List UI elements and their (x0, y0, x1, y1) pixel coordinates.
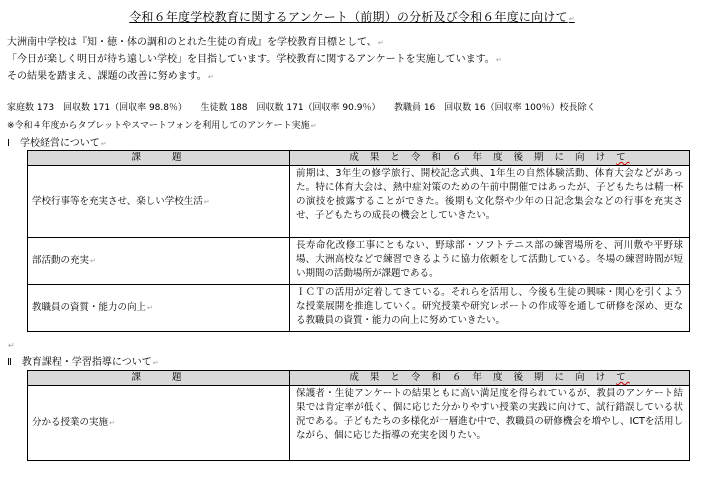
task-cell: 分かる授業の実施↵ (28, 386, 290, 461)
empty-paragraph-mark: ↵ (8, 341, 15, 350)
intro-line-1: 大洲南中学校は『知・徳・体の調和のとれた生徒の育成』を学校教育目標として、↵ (7, 37, 384, 48)
table-row (28, 386, 690, 461)
section1-col-task: 課 題 (28, 151, 290, 166)
section1-header-row (28, 151, 690, 166)
section2-heading: Ⅱ 教育課程・学習指導について↵ (7, 357, 159, 368)
document-title: 令和６年度学校教育に関するアンケート（前期）の分析及び令和６年度に向けて↵ (129, 10, 575, 24)
section1-heading: Ⅰ 学校経営について↵ (7, 138, 107, 149)
section1-col-result: 成 果 と 令 和 ６ 年 度 後 期 に 向 け て (290, 151, 690, 166)
table-row (28, 238, 690, 285)
task-cell: 教職員の資質・能力の向上↵ (28, 285, 290, 332)
result-cell: 長寿命化改修工事にともない、野球部・ソフトテニス部の練習場所を、河川敷や平野球場、大洲高校などで練習できるように協力依頼をして活動している。冬場の練習時間が短い期間の活動場所が課題である。 (290, 238, 690, 285)
section2-header-row (28, 371, 690, 386)
task-cell: 部活動の充実↵ (28, 238, 290, 285)
section1-table (27, 150, 690, 332)
task-cell: 学校行事等を充実させ、楽しい学校生活↵ (28, 166, 290, 238)
result-cell: 保護者・生徒アンケートの結果ともに高い満足度を得られているが、教員のアンケート結果では肯定率が低く、個に応じた分かりやすい授業の実践に向けて、試行錯誤している状況である。子どもたちの多様化が一層進む中で、教職員の研修機会を増やし、ICTを活用しながら、個に応じた指導の充実を図りたい。 (290, 386, 690, 461)
section2-col-result: 成 果 と 令 和 ６ 年 度 後 期 に 向 け て (290, 371, 690, 386)
survey-note: ※令和４年度からタブレットやスマートフォンを利用してのアンケート実施↵ (7, 121, 317, 131)
intro-line-3: その結果を踏まえ、課題の改善に努めます。↵ (7, 71, 214, 82)
intro-line-2: 「今日が楽しく明日が待ち遠しい学校」を目指しています。学校教育に関するアンケートを実施しています。↵ (7, 54, 502, 65)
table-row (28, 166, 690, 238)
table-row (28, 285, 690, 332)
survey-stats: 家庭数 173 回収数 171（回収率 98.8％） 生徒数 188 回収数 171（回収率 90.9％） 教職員 16 回収数 16（回収率 100％）校長除く (7, 103, 596, 113)
result-cell: 前期は、3年生の修学旅行、開校記念式典、1年生の自然体験活動、体育大会などがあった。特に体育大会は、熱中症対策のための午前中開催ではあったが、子どもたちは精一杯の演技を披露することができた。後期も文化祭や少年の日記念集会などの行事を充実させ、子どもたちの成長の機会としていきたい。 (290, 166, 690, 238)
section2-col-task: 課 題 (28, 371, 290, 386)
result-cell: ＩＣＴの活用が定着してきている。それらを活用し、今後も生徒の興味・関心を引くような授業展開を推進していく。研究授業や研究レポートの作成等を通して研修を深め、更なる教職員の資質・能力の向上に努めていきたい。 (290, 285, 690, 332)
section2-table (27, 370, 690, 461)
